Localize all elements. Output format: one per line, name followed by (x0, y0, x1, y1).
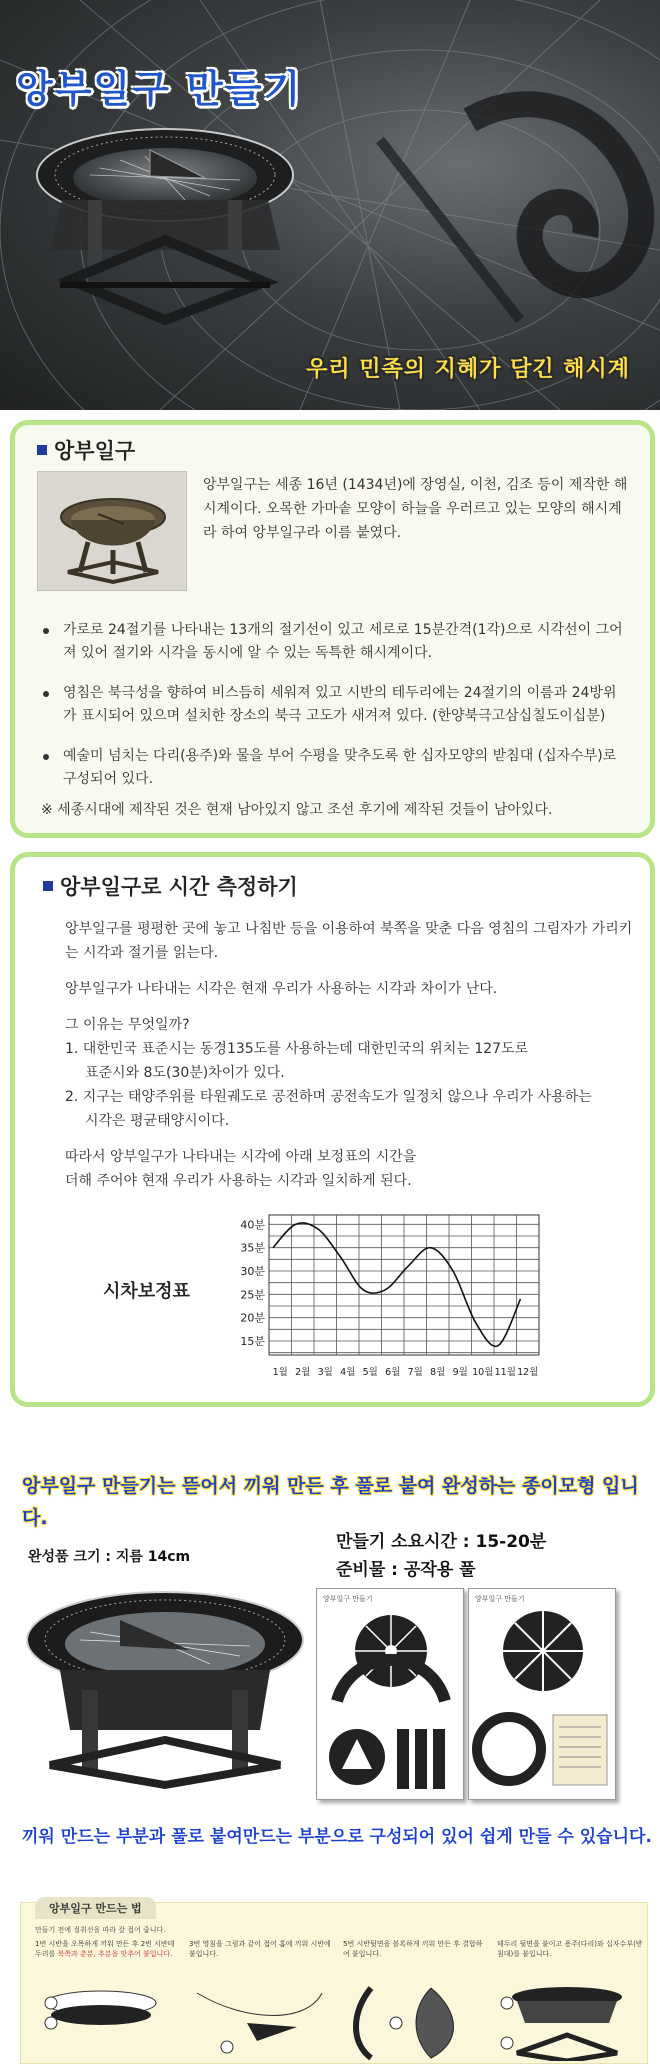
product-meta (336, 1528, 546, 1584)
supplies: 준비물 : 공작용 풀 (336, 1560, 476, 1580)
guide-step: 5번 시반뒷면을 볼록하게 끼워 만든 후 결합하여 붙입니다. (343, 1940, 483, 1958)
x-tick-label: 2월 (295, 1367, 311, 1378)
y-tick-label: 15분 (240, 1335, 265, 1348)
conclusion-line: 따라서 앙부일구가 나타내는 시각에 아래 보정표의 시간을 (65, 1149, 417, 1165)
bullet-dot-icon (43, 691, 49, 697)
bullet-dot-icon (43, 628, 49, 634)
x-tick-label: 8월 (430, 1367, 446, 1378)
measure-paragraph: 앙부일구를 평평한 곳에 놓고 나침반 등을 이용하여 북쪽을 맞춘 다음 영침의 그림자가 가리키는 시각과 절기를 읽는다. (65, 921, 633, 961)
make-time: 만들기 소요시간 : 15-20분 (336, 1532, 547, 1552)
square-bullet-icon (37, 445, 47, 455)
x-tick-label: 4월 (340, 1367, 356, 1378)
conclusion-line: 더해 주어야 현재 우리가 사용하는 시각과 일치하게 된다. (65, 1173, 412, 1189)
product-tagline: 앙부일구 만들기는 뜯어서 끼워 만든 후 풀로 붙여 완성하는 종이모형 입니다. (22, 1475, 639, 1529)
hero-banner (0, 0, 660, 410)
measure-panel (10, 852, 655, 1407)
cutout-sheet-1 (316, 1588, 464, 1800)
cutout-pattern-2 (469, 1589, 617, 1801)
x-tick-label: 3월 (317, 1367, 333, 1378)
bullet-dot-icon (43, 754, 49, 760)
guide-intro: 만들기 전에 절취선을 따라 잘 접어 줍니다. (35, 1926, 166, 1934)
list-item (37, 745, 627, 791)
paper-model-photo (20, 1580, 310, 1790)
measure-panel-header (43, 871, 298, 901)
x-tick-label: 11월 (494, 1367, 516, 1378)
x-tick-label: 10월 (472, 1367, 494, 1378)
y-tick-label: 25분 (240, 1288, 265, 1302)
y-tick-label: 20분 (240, 1311, 265, 1325)
cutout-sheet-2 (468, 1588, 616, 1800)
square-bullet-icon (43, 881, 53, 891)
how-to-guide (20, 1902, 648, 2064)
y-tick-label: 30분 (240, 1265, 265, 1278)
page-title: 앙부일구 만들기 (16, 67, 303, 111)
correction-chart (223, 1209, 553, 1389)
bronze-sundial-image (38, 472, 188, 592)
intro-panel-header (37, 435, 135, 465)
step4-figure (497, 1983, 637, 2061)
x-tick-label: 12월 (517, 1367, 539, 1378)
x-tick-label: 7월 (407, 1367, 423, 1378)
y-tick-label: 40분 (240, 1218, 265, 1232)
page-subtitle: 우리 민족의 지혜가 담긴 해시계 (306, 357, 630, 382)
reason-line: 2. 지구는 태양주위를 타원궤도로 공전하며 공전속도가 일정치 않으나 우리가 사용하는 (65, 1089, 592, 1105)
reason-line: 1. 대한민국 표준시는 동경135도를 사용하는데 대한민국의 위치는 127도로 (65, 1041, 529, 1057)
x-tick-label: 1월 (272, 1367, 288, 1378)
list-item-text: 가로로 24절기를 나타내는 13개의 절기선이 있고 세로로 15분간격(1각)으로 시각선이 그어져 있어 절기와 시각을 동시에 알 수 있는 독특한 해시계이다. (63, 622, 623, 661)
reason-line: 표준시와 8도(30분)차이가 있다. (85, 1065, 285, 1081)
step3-figure (341, 1983, 481, 2061)
guide-tab: 앙부일구 만드는 법 (35, 1897, 156, 1919)
step-text: 1번 시반을 오목하게 끼워 만든 후 2번 시반테두리를 (35, 1940, 175, 1958)
list-item-text: 예술미 넘치는 다리(용주)와 물을 부어 수평을 맞추도록 한 십자모양의 받침대 (십자수부)로 구성되어 있다. (63, 748, 617, 787)
y-tick-label: 35분 (240, 1241, 265, 1255)
intro-bullet-list (37, 619, 627, 808)
intro-panel-title: 앙부일구 (54, 439, 136, 463)
intro-description: 앙부일구는 세종 16년 (1434년)에 장영실, 이천, 김조 등이 제작한 해시계이다. 오목한 가마솥 모양이 하늘을 우러르고 있는 모양의 해시계라 하여 앙부일구라 이름 붙였다. (203, 477, 628, 541)
measure-body (65, 917, 645, 1193)
guide-step: 3번 영침을 그림과 같이 접어 홈에 끼워 시반에 붙입니다. (189, 1940, 331, 1958)
chart-label: 시차보정표 (103, 1281, 190, 1302)
cutout-pattern-1 (317, 1589, 465, 1801)
angbuilgu-photo (37, 471, 187, 591)
product-size: 완성품 크기 : 지름 14cm (28, 1549, 191, 1565)
step-highlight-text: 북쪽과 춘분, 추분을 맞추어 붙입니다. (57, 1950, 173, 1958)
intro-note: ※ 세종시대에 제작된 것은 현재 남아있지 않고 조선 후기에 제작된 것들이 남아있다. (41, 802, 553, 818)
guide-step (35, 1939, 181, 1959)
product-caption: 끼워 만드는 부분과 풀로 붙여만드는 부분으로 구성되어 있어 쉽게 만들 수 있습니다. (22, 1827, 652, 1847)
x-tick-label: 5월 (362, 1367, 378, 1378)
guide-steps (35, 1939, 643, 1959)
list-item (37, 619, 627, 665)
list-item-text: 영침은 북극성을 향하여 비스듬히 세워져 있고 시반의 테두리에는 24절기의 이름과 24방위가 표시되어 있으며 설치한 장소의 북극 고도가 새겨져 있다. (한양북극고삼십칠도이십분) (63, 685, 617, 724)
intro-panel (10, 420, 655, 838)
sheet-title: 앙부일구 만들기 (323, 1595, 373, 1603)
step2-figure (187, 1983, 327, 2061)
step1-figure (31, 1983, 171, 2061)
x-tick-label: 9월 (452, 1367, 468, 1378)
list-item (37, 682, 627, 728)
reason-line: 시각은 평균태양시이다. (85, 1113, 230, 1129)
measure-paragraph: 앙부일구가 나타내는 시각은 현재 우리가 사용하는 시각과 차이가 난다. (65, 981, 498, 997)
question-text: 그 이유는 무엇일까? (65, 1017, 190, 1033)
measure-panel-title: 앙부일구로 시간 측정하기 (60, 875, 298, 899)
sheet-title: 앙부일구 만들기 (475, 1595, 525, 1603)
x-tick-label: 6월 (385, 1367, 401, 1378)
guide-step: 테두리 뒷면을 붙이고 용주(다리)와 십자수부(받침대)를 붙입니다. (497, 1940, 643, 1958)
